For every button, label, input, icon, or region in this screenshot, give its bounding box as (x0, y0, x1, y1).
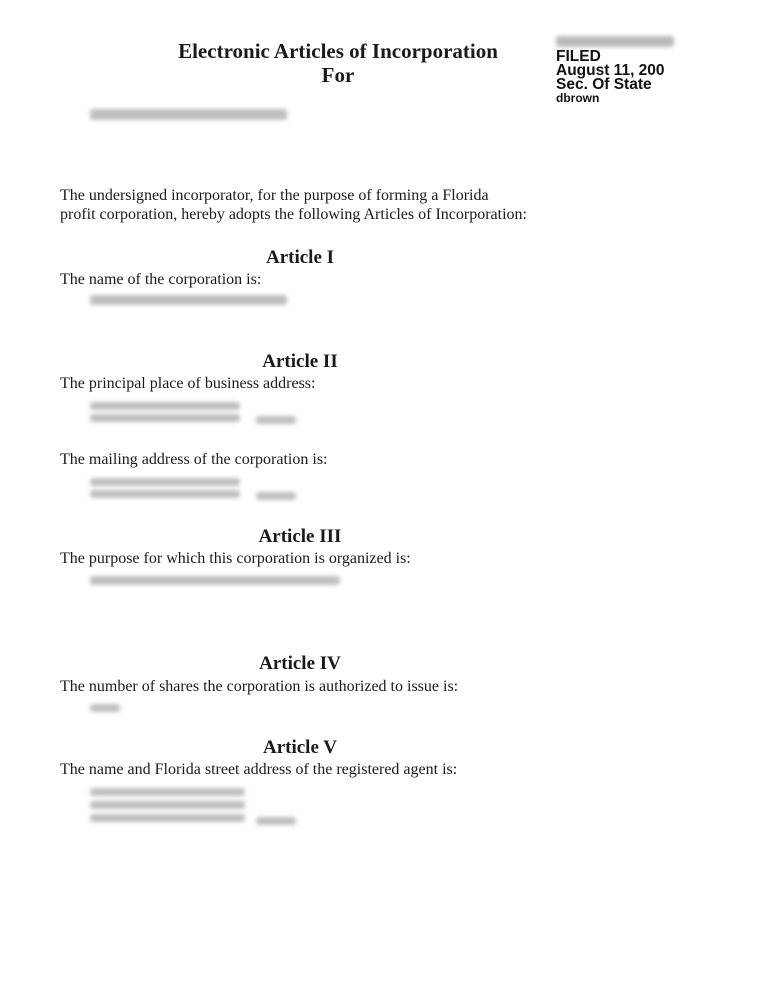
article-4-heading: Article IV (259, 653, 341, 674)
redacted-principal-address-line-1 (90, 402, 240, 410)
redacted-document-number (556, 36, 674, 47)
redacted-purpose (90, 576, 340, 585)
stamp-office: Sec. Of State (556, 76, 652, 93)
stamp-filed: FILED (556, 48, 601, 65)
redacted-agent-name (90, 788, 245, 796)
article-5-heading: Article V (262, 737, 338, 758)
redacted-share-count (90, 704, 120, 712)
stamp-clerk: dbrown (556, 91, 600, 105)
intro-line-1: The undersigned incorporator, for the purpose of forming a Florida (60, 187, 489, 204)
article-4-text: The number of shares the corporation is authorized to issue is: (60, 678, 459, 695)
redacted-agent-zip (256, 817, 296, 825)
article-2-mailing-text: The mailing address of the corporation is: (60, 451, 328, 468)
document-title: Electronic Articles of Incorporation (178, 39, 498, 63)
redacted-mailing-address-line-2 (90, 490, 240, 498)
article-3-heading: Article III (258, 526, 342, 547)
redacted-agent-address-line-1 (90, 801, 245, 809)
article-2-heading: Article II (262, 351, 338, 372)
article-1-text: The name of the corporation is: (60, 271, 262, 288)
redacted-principal-address-line-2 (90, 414, 240, 422)
document-title-for: For (321, 63, 355, 87)
redacted-mailing-zip (256, 492, 296, 500)
filing-stamp (556, 36, 674, 105)
article-2-text: The principal place of business address: (60, 375, 316, 392)
intro-line-2: profit corporation, hereby adopts the following Articles of Incorporation: (60, 206, 527, 223)
redacted-corporation-name (90, 109, 287, 120)
redacted-name (90, 295, 287, 305)
redacted-mailing-address-line-1 (90, 478, 240, 486)
article-5-text: The name and Florida street address of the registered agent is: (60, 761, 458, 778)
stamp-date: August 11, 200 (556, 62, 665, 79)
redacted-principal-zip (256, 416, 296, 424)
article-1-heading: Article I (265, 247, 335, 268)
article-3-text: The purpose for which this corporation is organized is: (60, 550, 411, 567)
redacted-agent-address-line-2 (90, 814, 245, 822)
